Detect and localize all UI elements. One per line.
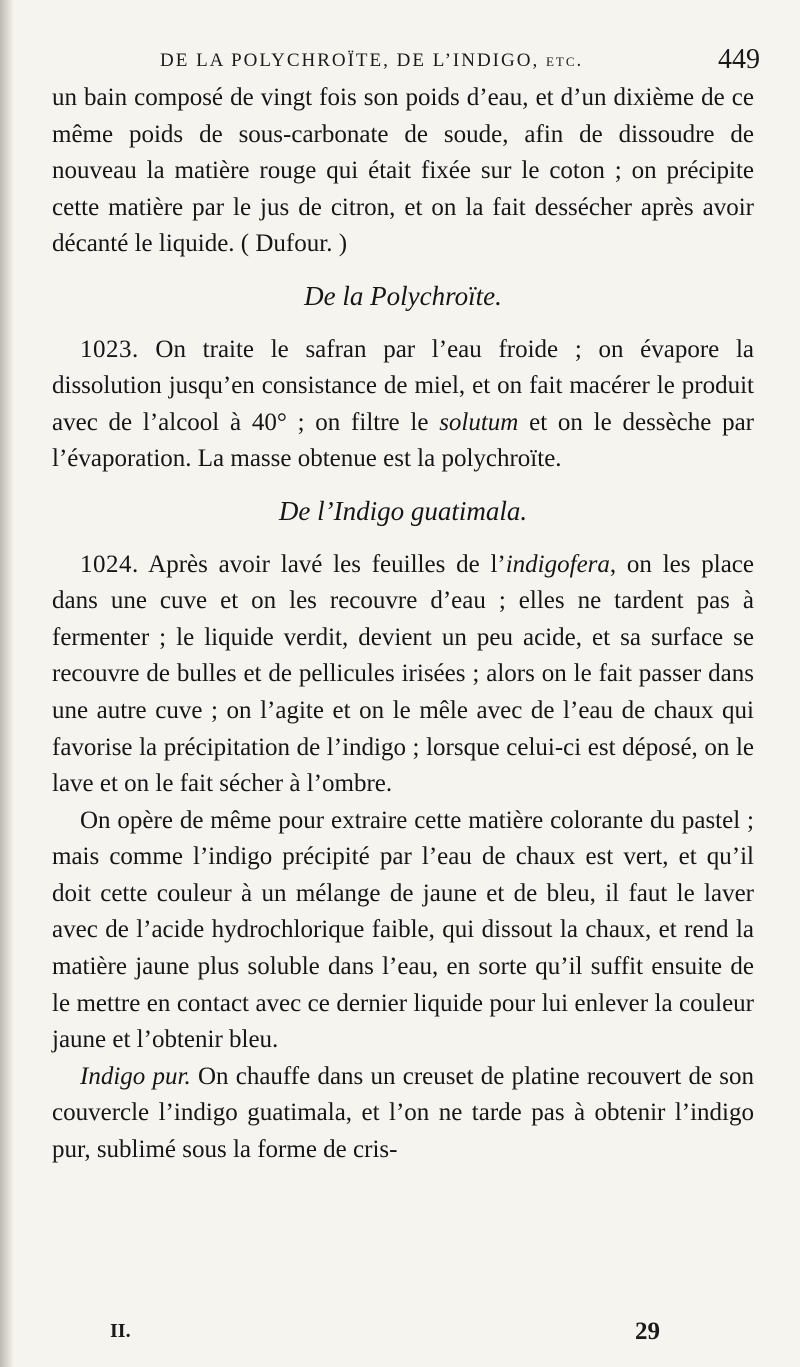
paragraph-number: 1024. [80, 550, 139, 578]
running-head-title: DE LA POLYCHROÏTE, DE L’INDIGO, etc. [160, 50, 584, 71]
paragraph-italic: solutum [439, 408, 519, 436]
section-heading-polychroite: De la Polychroïte. [304, 280, 502, 311]
gathering-signature: 29 [635, 1318, 660, 1345]
paragraph-pastel: On opère de même pour extraire cette matière colorante du pastel ; mais comme l’indigo précipité par l’eau de chaux est vert, et qu’il doit cette couleur à un mélange de jaune et de bleu, il faut le laver avec de l’acide hydrochlorique faible, qui dissout la chaux, et rend la matière jaune plus soluble dans l’eau, en sorte qu’il suffit ensuite de le mettre en contact avec ce dernier liquide pour lui enlever la couleur jaune et l’obtenir bleu. [52, 806, 754, 1054]
paragraph-italic: Indigo pur. [80, 1062, 191, 1090]
paragraph-text: On chauffe dans un creuset de platine recouvert de son couvercle l’indigo guatimala, et l’on ne tarde pas à obtenir l’indigo pur, sublimé sous la forme de cris- [52, 1062, 754, 1164]
paragraph-text: , on les place dans une cuve et on les recouvre d’eau ; elles ne tardent pas à fermenter ; le liquide verdit, devient un peu acide, et sa surface se recouvre de bulles et de pellicules irisées ; alors on le fait passer dans une autre cuve ; on l’agite et on le mêle avec de l’eau de chaux qui favorise la précipitation de l’indigo ; lorsque celui-ci est déposé, on le lave et on le fait sécher à l’ombre. [52, 550, 754, 798]
paragraph-1024 [52, 547, 754, 803]
page-footer [110, 1318, 660, 1348]
paragraph-continued: un bain composé de vingt fois son poids d’eau, et d’un dixième de ce même poids de sous-carbonate de soude, afin de dissoudre de nouveau la matière rouge qui était fixée sur le coton ; on précipite cette matière par le jus de citron, et on la fait dessécher après avoir décanté le liquide. ( Dufour. ) [52, 84, 754, 258]
page-number: 449 [718, 44, 760, 75]
paragraph-text: On traite le safran par l’eau froide ; on évapore la dissolution jusqu’en consistance de miel, et on fait macérer le produit avec de l’alcool à 40° ; on filtre le [52, 335, 754, 436]
paragraph-indigo-pur [52, 1059, 754, 1169]
paragraph-italic: indigofera [505, 550, 610, 578]
volume-signature: II. [110, 1320, 131, 1342]
paragraph-text: et on le dessèche par l’évaporation. La masse obtenue est la polychroïte. [52, 408, 754, 473]
paragraph-text: Après avoir lavé les feuilles de l’ [138, 550, 506, 578]
running-head [160, 44, 760, 80]
page-gutter-shadow [0, 0, 14, 1367]
paragraph-number: 1023. [80, 335, 139, 363]
page-body [52, 80, 754, 1169]
paragraph-1023 [52, 332, 754, 478]
section-heading-indigo: De l’Indigo guatimala. [278, 495, 528, 526]
